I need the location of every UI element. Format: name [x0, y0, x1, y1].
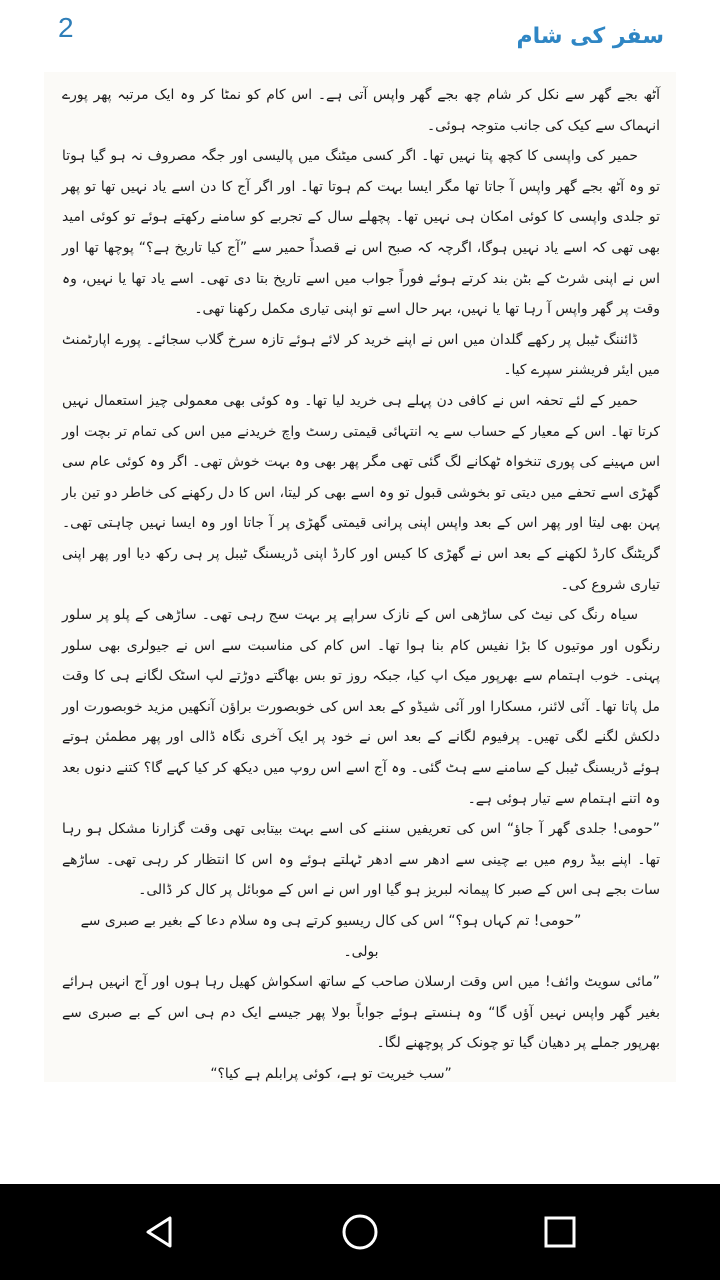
- book-title: سفر کی شام: [516, 24, 664, 49]
- paragraph: آٹھ بجے گھر سے نکل کر شام چھ بجے گھر واپس آتی ہے۔ اس کام کو نمٹا کر وہ ایک مرتبہ پھر پورے انہماک سے کیک کی جانب متوجہ ہوئی۔: [62, 87, 660, 134]
- paragraph: حمیر کی واپسی کا کچھ پتا نہیں تھا۔ اگر کسی میٹنگ میں پالیسی اور جگہ مصروف نہ ہو گیا ہوتا تو وہ آٹھ بجے گھر واپس آ جاتا تھا مگر ایسا بہت کم ہوتا تھا۔ اور اگر آج کا دن اسے یاد نہیں تھا تو پھر تو جلدی واپسی کا کوئی امکان ہی نہیں تھا۔ پچھلے سال کے تجربے کو سامنے رکھتے ہوئے تو کوئی امید بھی تھی کہ اسے یاد نہیں ہوگا، اگرچہ کہ صبح اس نے قصداً حمیر سے ”آج کیا تاریخ ہے؟“ پوچھا تھا اور اس نے اپنی شرٹ کے بٹن بند کرتے ہوئے فوراً جواب میں اسے تاریخ بتا دی تھی۔ اسے یاد تھا یا نہیں، وہ وقت پر گھر واپس آ رہا تھا یا نہیں، بہر حال اسے تو اپنی تیاری مکمل رکھنا تھی۔: [62, 148, 660, 318]
- back-button[interactable]: [140, 1212, 180, 1252]
- body-text: [62, 80, 660, 1082]
- paragraph: حمیر کے لئے تحفہ اس نے کافی دن پہلے ہی خرید لیا تھا۔ وہ کوئی بھی معمولی چیز استعمال نہیں کرتا تھا۔ اس کے معیار کے حساب سے یہ انتہائی قیمتی رسٹ واچ خریدنے میں اس کی تمام تر بچت اور اس مہینے کی پوری تنخواہ ٹھکانے لگ گئی تھی مگر پھر بھی وہ بہت خوش تھی۔ اگر وہ کوئی عام سی گھڑی اسے تحفے میں دیتی تو بخوشی قبول تو وہ اسے بھی کر لیتا، اس کا دل رکھنے کی خاطر دو تین بار پہن بھی لیتا اور پھر اس کے بعد واپس اپنی پرانی قیمتی گھڑی پر آ جاتا اور وہ ایسا نہیں چاہتی تھی۔ گریٹنگ کارڈ لکھنے کے بعد اس نے گھڑی کا کیس اور کارڈ اپنی ڈریسنگ ٹیبل پر ہی رکھ دیا اور پھر اپنی تیاری شروع کی۔: [62, 392, 660, 593]
- system-navigation-bar: [0, 1184, 720, 1280]
- recents-button[interactable]: [540, 1212, 580, 1252]
- square-recents-icon: [542, 1214, 578, 1250]
- circle-home-icon: [340, 1212, 380, 1252]
- home-button[interactable]: [340, 1212, 380, 1252]
- paragraph: ”مائی سویٹ وائف! میں اس وقت ارسلان صاحب کے ساتھ اسکواش کھیل رہا ہوں اور آج انہیں ہرائے بغیر گھر واپس نہیں آؤں گا“ وہ ہنستے ہوئے جواباً بولا پھر جیسے ایک دم ہی اس کے بے صبری سے بھرپور جملے پر دھیان گیا تو چونک کر پوچھنے لگا۔: [62, 974, 660, 1052]
- paragraph: ڈائننگ ٹیبل پر رکھے گلدان میں اس نے اپنے خرید کر لائے ہوئے تازہ سرخ گلاب سجائے۔ پورے اپارٹمنٹ میں ایئر فریشنر سپرے کیا۔: [62, 331, 660, 379]
- page-number: 2: [58, 12, 74, 43]
- paragraph: ”سب خیریت تو ہے، کوئی پرابلم ہے کیا؟“: [210, 1066, 452, 1082]
- paragraph: ”حومی! جلدی گھر آ جاؤ“ اس کی تعریفیں سننے کی اسے بہت بیتابی تھی وقت گزارنا مشکل ہو رہا تھا۔ اپنے بیڈ روم میں بے چینی سے ادھر سے ادھر ٹہلتے ہوئے وہ اس کا انتظار کر رہی تھی۔ ساڑھے سات بجے ہی اس کے صبر کا پیمانہ لبریز ہو گیا اور اس نے اس کے موبائل پر کال کر ڈالی۔: [62, 821, 660, 899]
- paragraph: ”حومی! تم کہاں ہو؟“ اس کی کال ریسیو کرتے ہی وہ سلام دعا کے بغیر بے صبری سے بولی۔: [80, 913, 582, 960]
- page-content[interactable]: [44, 72, 676, 1082]
- reader-header: [0, 0, 720, 70]
- triangle-back-icon: [142, 1214, 178, 1250]
- paragraph: سیاہ رنگ کی نیٹ کی ساڑھی اس کے نازک سراپے پر بہت سج رہی تھی۔ ساڑھی کے پلو پر سلور رنگوں اور موتیوں کا بڑا نفیس کام بنا ہوا تھا۔ اس کام کی مناسبت سے اس نے جیولری بھی سلور پہنی۔ خوب اہتمام سے بھرپور میک اپ کیا، جبکہ روز تو بس بھاگتے دوڑتے لپ اسٹک لگانے ہی کا وقت مل پاتا تھا۔ آئی لائنر، مسکارا اور آئی شیڈو کے بعد اس کی خوبصورت براؤن آنکھیں مزید خوبصورت اور دلکش لگنے لگی تھیں۔ پرفیوم لگانے کے بعد اس نے خود پر ایک آخری نگاہ ڈالی اور پھر مطمئن ہوتے ہوئے ڈریسنگ ٹیبل کے سامنے سے ہٹ گئی۔ وہ آج اسے اس روپ میں دیکھ کر کیا کہے گا؟ کتنے دنوں بعد وہ اتنے اہتمام سے تیار ہوئی ہے۔: [62, 607, 660, 807]
